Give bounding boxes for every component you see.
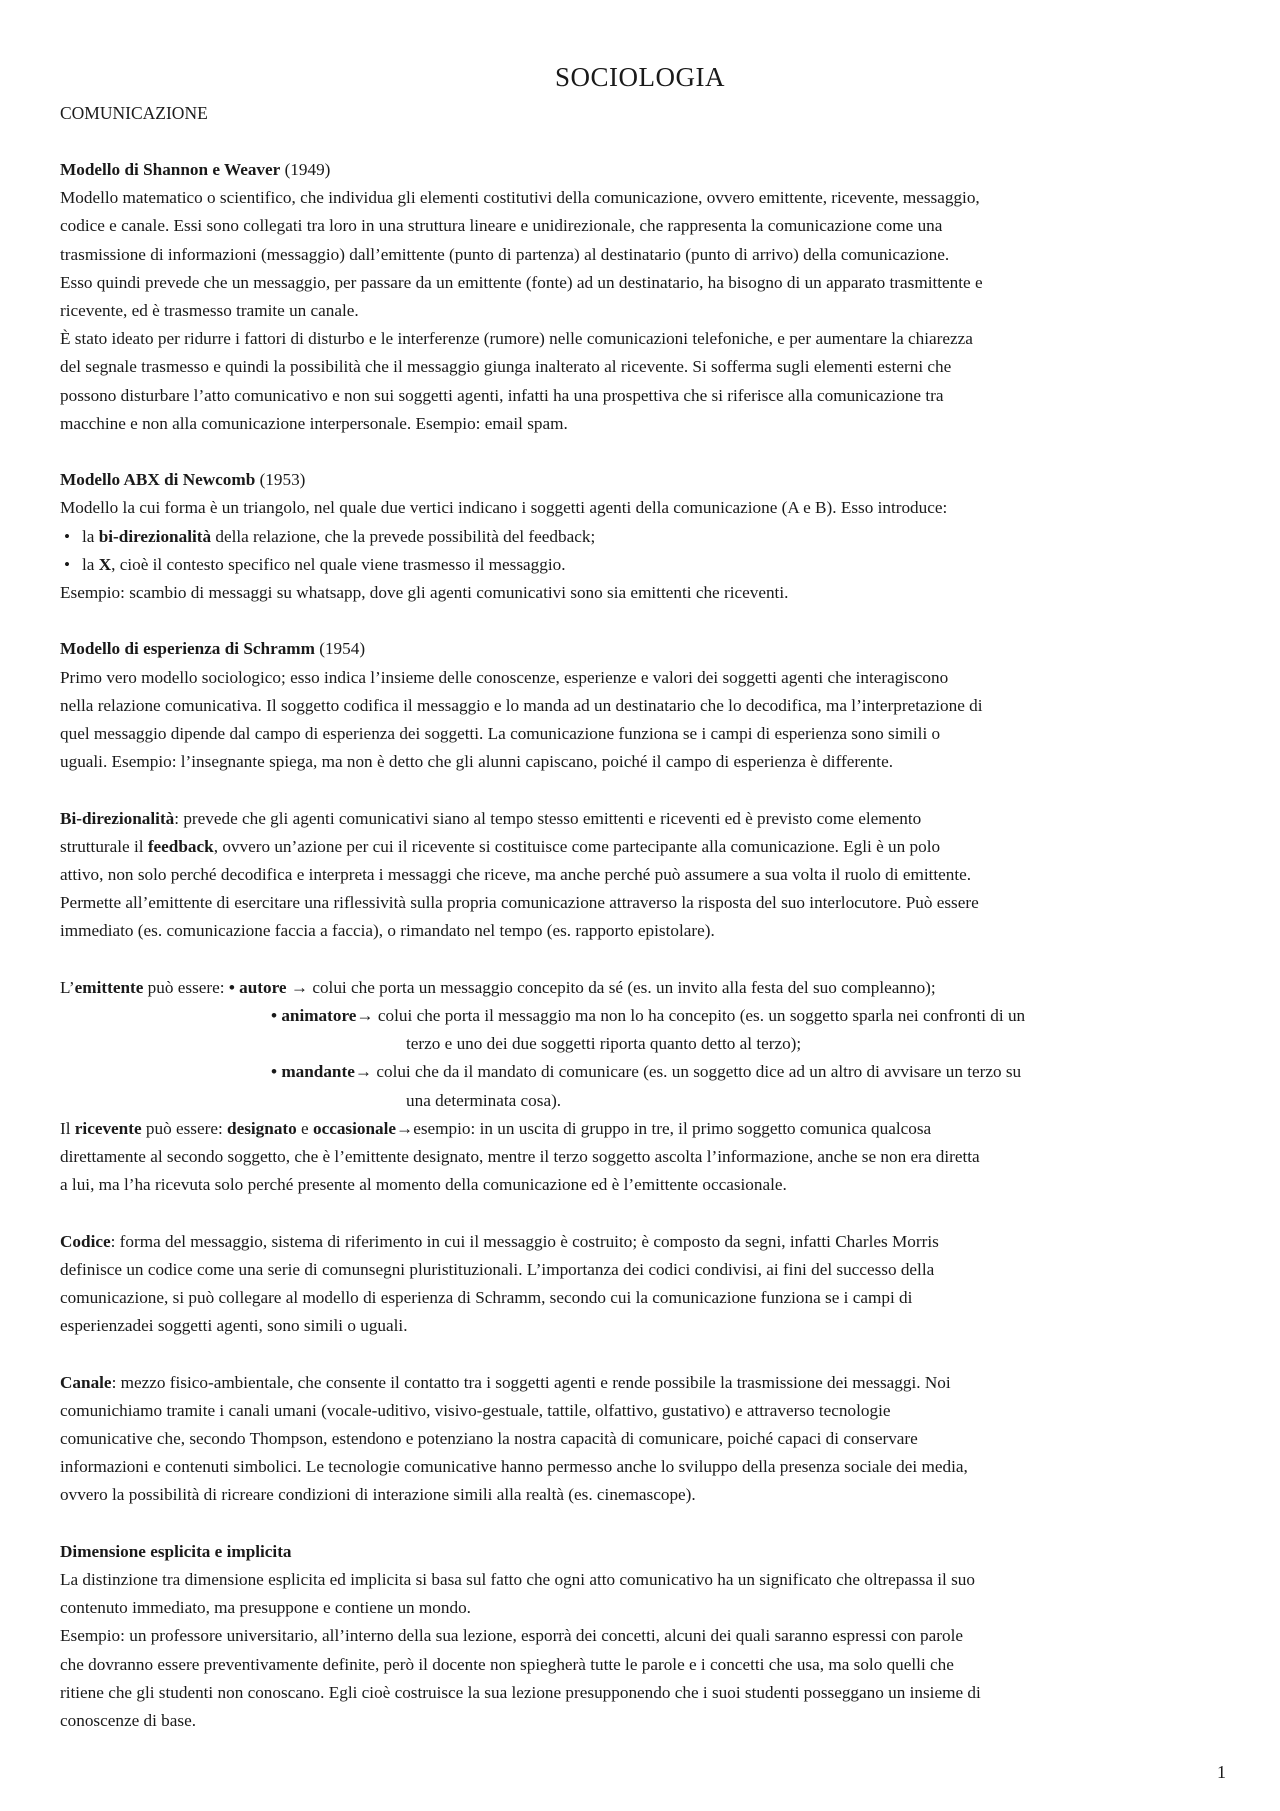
- page-number: 1: [1217, 1762, 1226, 1782]
- emittente-line: una determinata cosa).: [406, 1090, 562, 1110]
- paragraph-line: che dovranno essere preventivamente definite, però il docente non spiegherà tutte le parole e i concetti che usa, ma solo quelli che: [60, 1654, 954, 1674]
- page-title: SOCIOLOGIA: [555, 62, 725, 92]
- bold-term: bi-direzionalità: [98, 526, 212, 546]
- bold-term: Canale: [60, 1372, 112, 1392]
- text-run: colui che da il mandato di comunicare (es. un soggetto dice ad un altro di avvisare un terzo su: [372, 1062, 1022, 1082]
- paragraph-line: [60, 805, 1228, 833]
- bold-term: emittente: [74, 977, 144, 997]
- emittente-line: [60, 1058, 1228, 1086]
- paragraph-line: [60, 1369, 1228, 1397]
- bold-term: Bi-direzionalità: [60, 808, 175, 828]
- paragraph-line: direttamente al secondo soggetto, che è l’emittente designato, mentre il terzo soggetto ascolta l’informazione, anche se non era diretta: [60, 1147, 980, 1167]
- bold-term: feedback: [147, 836, 214, 856]
- heading-year: (1949): [284, 160, 331, 179]
- text-run: L’: [60, 977, 75, 997]
- bold-term: X: [98, 554, 112, 574]
- paragraph-line: Primo vero modello sociologico; esso indica l’insieme delle conoscenze, esperienze e valori dei soggetti agenti che interagiscono: [60, 667, 949, 687]
- paragraph-line: La distinzione tra dimensione esplicita ed implicita si basa sul fatto che ogni atto comunicativo ha un significato che oltrepassa il suo: [60, 1570, 975, 1590]
- arrow-right-icon: →: [290, 977, 309, 997]
- paragraph-line: comunichiamo tramite i canali umani (vocale-uditivo, visivo-gestuale, tattile, olfattivo, gustativo) e attraverso tecnologie: [60, 1400, 891, 1420]
- document-body: [60, 156, 1228, 1735]
- spacer: [60, 607, 1228, 635]
- paragraph-line: ritiene che gli studenti non conoscano. Egli cioè costruisce la sua lezione presupponendo che i suoi studenti posseggano un insieme di: [60, 1682, 981, 1702]
- paragraph-line: Esso quindi prevede che un messaggio, per passare da un emittente (fonte) ad un destinatario, ha bisogno di un apparato trasmittente e: [60, 272, 983, 292]
- paragraph-line: uguali. Esempio: l’insegnante spiega, ma non è detto che gli alunni capiscano, poiché il campo di esperienza è differente.: [60, 752, 893, 772]
- bold-term: ricevente: [74, 1118, 142, 1138]
- paragraph-line: comunicative che, secondo Thompson, estendono e potenziano la nostra capacità di comunicare, poiché capaci di conservare: [60, 1429, 918, 1449]
- paragraph-line: Modello matematico o scientifico, che individua gli elementi costitutivi della comunicazione, ovvero emittente, ricevente, messaggio,: [60, 188, 980, 208]
- spacer: [60, 946, 1228, 974]
- list-item: [60, 551, 1228, 579]
- text-run: la: [82, 526, 99, 546]
- spacer: [60, 1340, 1228, 1368]
- paragraph-line: ovvero la possibilità di ricreare condizioni di interazione simili alla realtà (es. cinemascope).: [60, 1485, 696, 1505]
- paragraph-line: immediato (es. comunicazione faccia a faccia), o rimandato nel tempo (es. rapporto epistolare).: [60, 921, 715, 941]
- text-run: strutturale il: [60, 836, 148, 856]
- heading-year: (1954): [319, 639, 366, 659]
- heading-text: Modello di esperienza di Schramm: [60, 639, 315, 659]
- paragraph-line: informazioni e contenuti simbolici. Le tecnologie comunicative hanno permesso anche lo sviluppo della presenza sociale dei media,: [60, 1457, 968, 1477]
- spacer: [60, 776, 1228, 804]
- paragraph-line: ricevente, ed è trasmesso tramite un canale.: [60, 301, 359, 321]
- heading-year: (1953): [259, 470, 306, 490]
- paragraph-line: a lui, ma l’ha ricevuta solo perché presente al momento della comunicazione ed è l’emittente occasionale.: [60, 1175, 787, 1195]
- bold-term: Codice: [60, 1231, 111, 1251]
- paragraph-line: Permette all’emittente di esercitare una riflessività sulla propria comunicazione attraverso la risposta del suo interlocutore. Può essere: [60, 893, 979, 913]
- text-run: può essere:: [143, 977, 229, 997]
- paragraph-line: macchine e non alla comunicazione interpersonale. Esempio: email spam.: [60, 413, 568, 433]
- text-run: e: [296, 1118, 313, 1138]
- paragraph-line: esperienzadei soggetti agenti, sono simili o uguali.: [60, 1316, 408, 1336]
- text-run: , ovvero un’azione per cui il ricevente si costituisce come partecipante alla comunicazione. Egli è un polo: [213, 836, 941, 856]
- paragraph-line: [60, 833, 1228, 861]
- bold-term: occasionale: [312, 1118, 397, 1138]
- text-run: esempio: in un uscita di gruppo in tre, il primo soggetto comunica qualcosa: [413, 1118, 932, 1138]
- paragraph-line: definisce un codice come una serie di comunsegni pluristituzionali. L’importanza dei codici condivisi, ai fini del successo della: [60, 1259, 935, 1279]
- text-run: della relazione, che la prevede possibilità del feedback;: [211, 526, 596, 546]
- heading-abx-newcomb: [60, 466, 1228, 494]
- bullet-icon: •: [64, 526, 71, 546]
- list-item: [60, 523, 1228, 551]
- heading-schramm: [60, 635, 1228, 663]
- heading-text: Dimensione esplicita e implicita: [60, 1541, 292, 1561]
- bold-term: • autore: [228, 977, 287, 997]
- text-run: può essere:: [141, 1118, 228, 1138]
- spacer: [60, 1199, 1228, 1227]
- paragraph-line: trasmissione di informazioni (messaggio) dall’emittente (punto di partenza) al destinatario (punto di arrivo) della comunicazione.: [60, 244, 950, 264]
- paragraph-line: quel messaggio dipende dal campo di esperienza dei soggetti. La comunicazione funziona se i campi di esperienza sono simili o: [60, 724, 941, 744]
- bullet-icon: •: [64, 554, 71, 574]
- paragraph-line: comunicazione, si può collegare al modello di esperienza di Schramm, secondo cui la comunicazione funziona se i campi di: [60, 1288, 913, 1308]
- paragraph-line: Esempio: un professore universitario, all’interno della sua lezione, esporrà dei concetti, alcuni dei quali saranno espressi con parole: [60, 1626, 963, 1646]
- heading-text: Modello ABX di Newcomb: [60, 470, 256, 490]
- ricevente-line: [60, 1115, 1228, 1143]
- spacer: [60, 438, 1228, 466]
- bold-term: • mandante: [271, 1062, 355, 1082]
- text-run: : mezzo fisico-ambientale, che consente il contatto tra i soggetti agenti e rende possibile la trasmissione dei messaggi. Noi: [111, 1372, 951, 1392]
- spacer: [60, 1510, 1228, 1538]
- heading-text: Modello di Shannon e Weaver: [60, 160, 281, 179]
- paragraph-line: Modello la cui forma è un triangolo, nel quale due vertici indicano i soggetti agenti della comunicazione (A e B). Esso introduce:: [60, 498, 948, 518]
- heading-shannon-weaver: [60, 156, 1228, 184]
- text-run: colui che porta un messaggio concepito da sé (es. un invito alla festa del suo compleanno);: [308, 977, 936, 997]
- paragraph-line: attivo, non solo perché decodifica e interpreta i messaggi che riceve, ma anche perché può assumere a sua volta il ruolo di emittente.: [60, 865, 972, 885]
- emittente-line: [60, 974, 1228, 1002]
- paragraph-line: È stato ideato per ridurre i fattori di disturbo e le interferenze (rumore) nelle comunicazioni telefoniche, e per aumentare la chiarezza: [60, 329, 973, 349]
- text-run: colui che porta il messaggio ma non lo ha concepito (es. un soggetto sparla nei confronti di un: [373, 1006, 1026, 1026]
- arrow-right-icon: →: [396, 1118, 414, 1138]
- bold-term: • animatore: [271, 1006, 357, 1026]
- paragraph-line: nella relazione comunicativa. Il soggetto codifica il messaggio e lo manda ad un destinatario che lo decodifica, ma l’interpretazione di: [60, 695, 983, 715]
- paragraph-line: del segnale trasmesso e quindi la possibilità che il messaggio giunga inalterato al ricevente. Si sofferma sugli elementi esterni che: [60, 357, 952, 377]
- paragraph-line: Esempio: scambio di messaggi su whatsapp, dove gli agenti comunicativi sono sia emittenti che riceventi.: [60, 583, 789, 603]
- paragraph-line: [60, 1228, 1228, 1256]
- text-run: , cioè il contesto specifico nel quale viene trasmesso il messaggio.: [111, 554, 566, 574]
- text-run: : forma del messaggio, sistema di riferimento in cui il messaggio è costruito; è composto da segni, infatti Charles Morris: [110, 1231, 939, 1251]
- heading-dimensione: [60, 1538, 1228, 1566]
- paragraph-line: codice e canale. Essi sono collegati tra loro in una struttura lineare e unidirezionale, che rappresenta la comunicazione come una: [60, 216, 943, 236]
- arrow-right-icon: →: [356, 1006, 374, 1026]
- text-run: Il: [60, 1118, 75, 1138]
- section-label: COMUNICAZIONE: [60, 103, 208, 123]
- emittente-line: [60, 1002, 1228, 1030]
- text-run: la: [82, 554, 99, 574]
- paragraph-line: contenuto immediato, ma presuppone e contiene un mondo.: [60, 1598, 471, 1618]
- text-run: : prevede che gli agenti comunicativi siano al tempo stesso emittenti e riceventi ed è previsto come elemento: [174, 808, 922, 828]
- emittente-line: terzo e uno dei due soggetti riporta quanto detto al terzo);: [406, 1034, 802, 1054]
- paragraph-line: conoscenze di base.: [60, 1711, 197, 1731]
- bold-term: designato: [227, 1118, 297, 1138]
- paragraph-line: possono disturbare l’atto comunicativo e non sui soggetti agenti, infatti ha una prospettiva che si riferisce alla comunicazione tra: [60, 385, 944, 405]
- arrow-right-icon: →: [354, 1062, 373, 1082]
